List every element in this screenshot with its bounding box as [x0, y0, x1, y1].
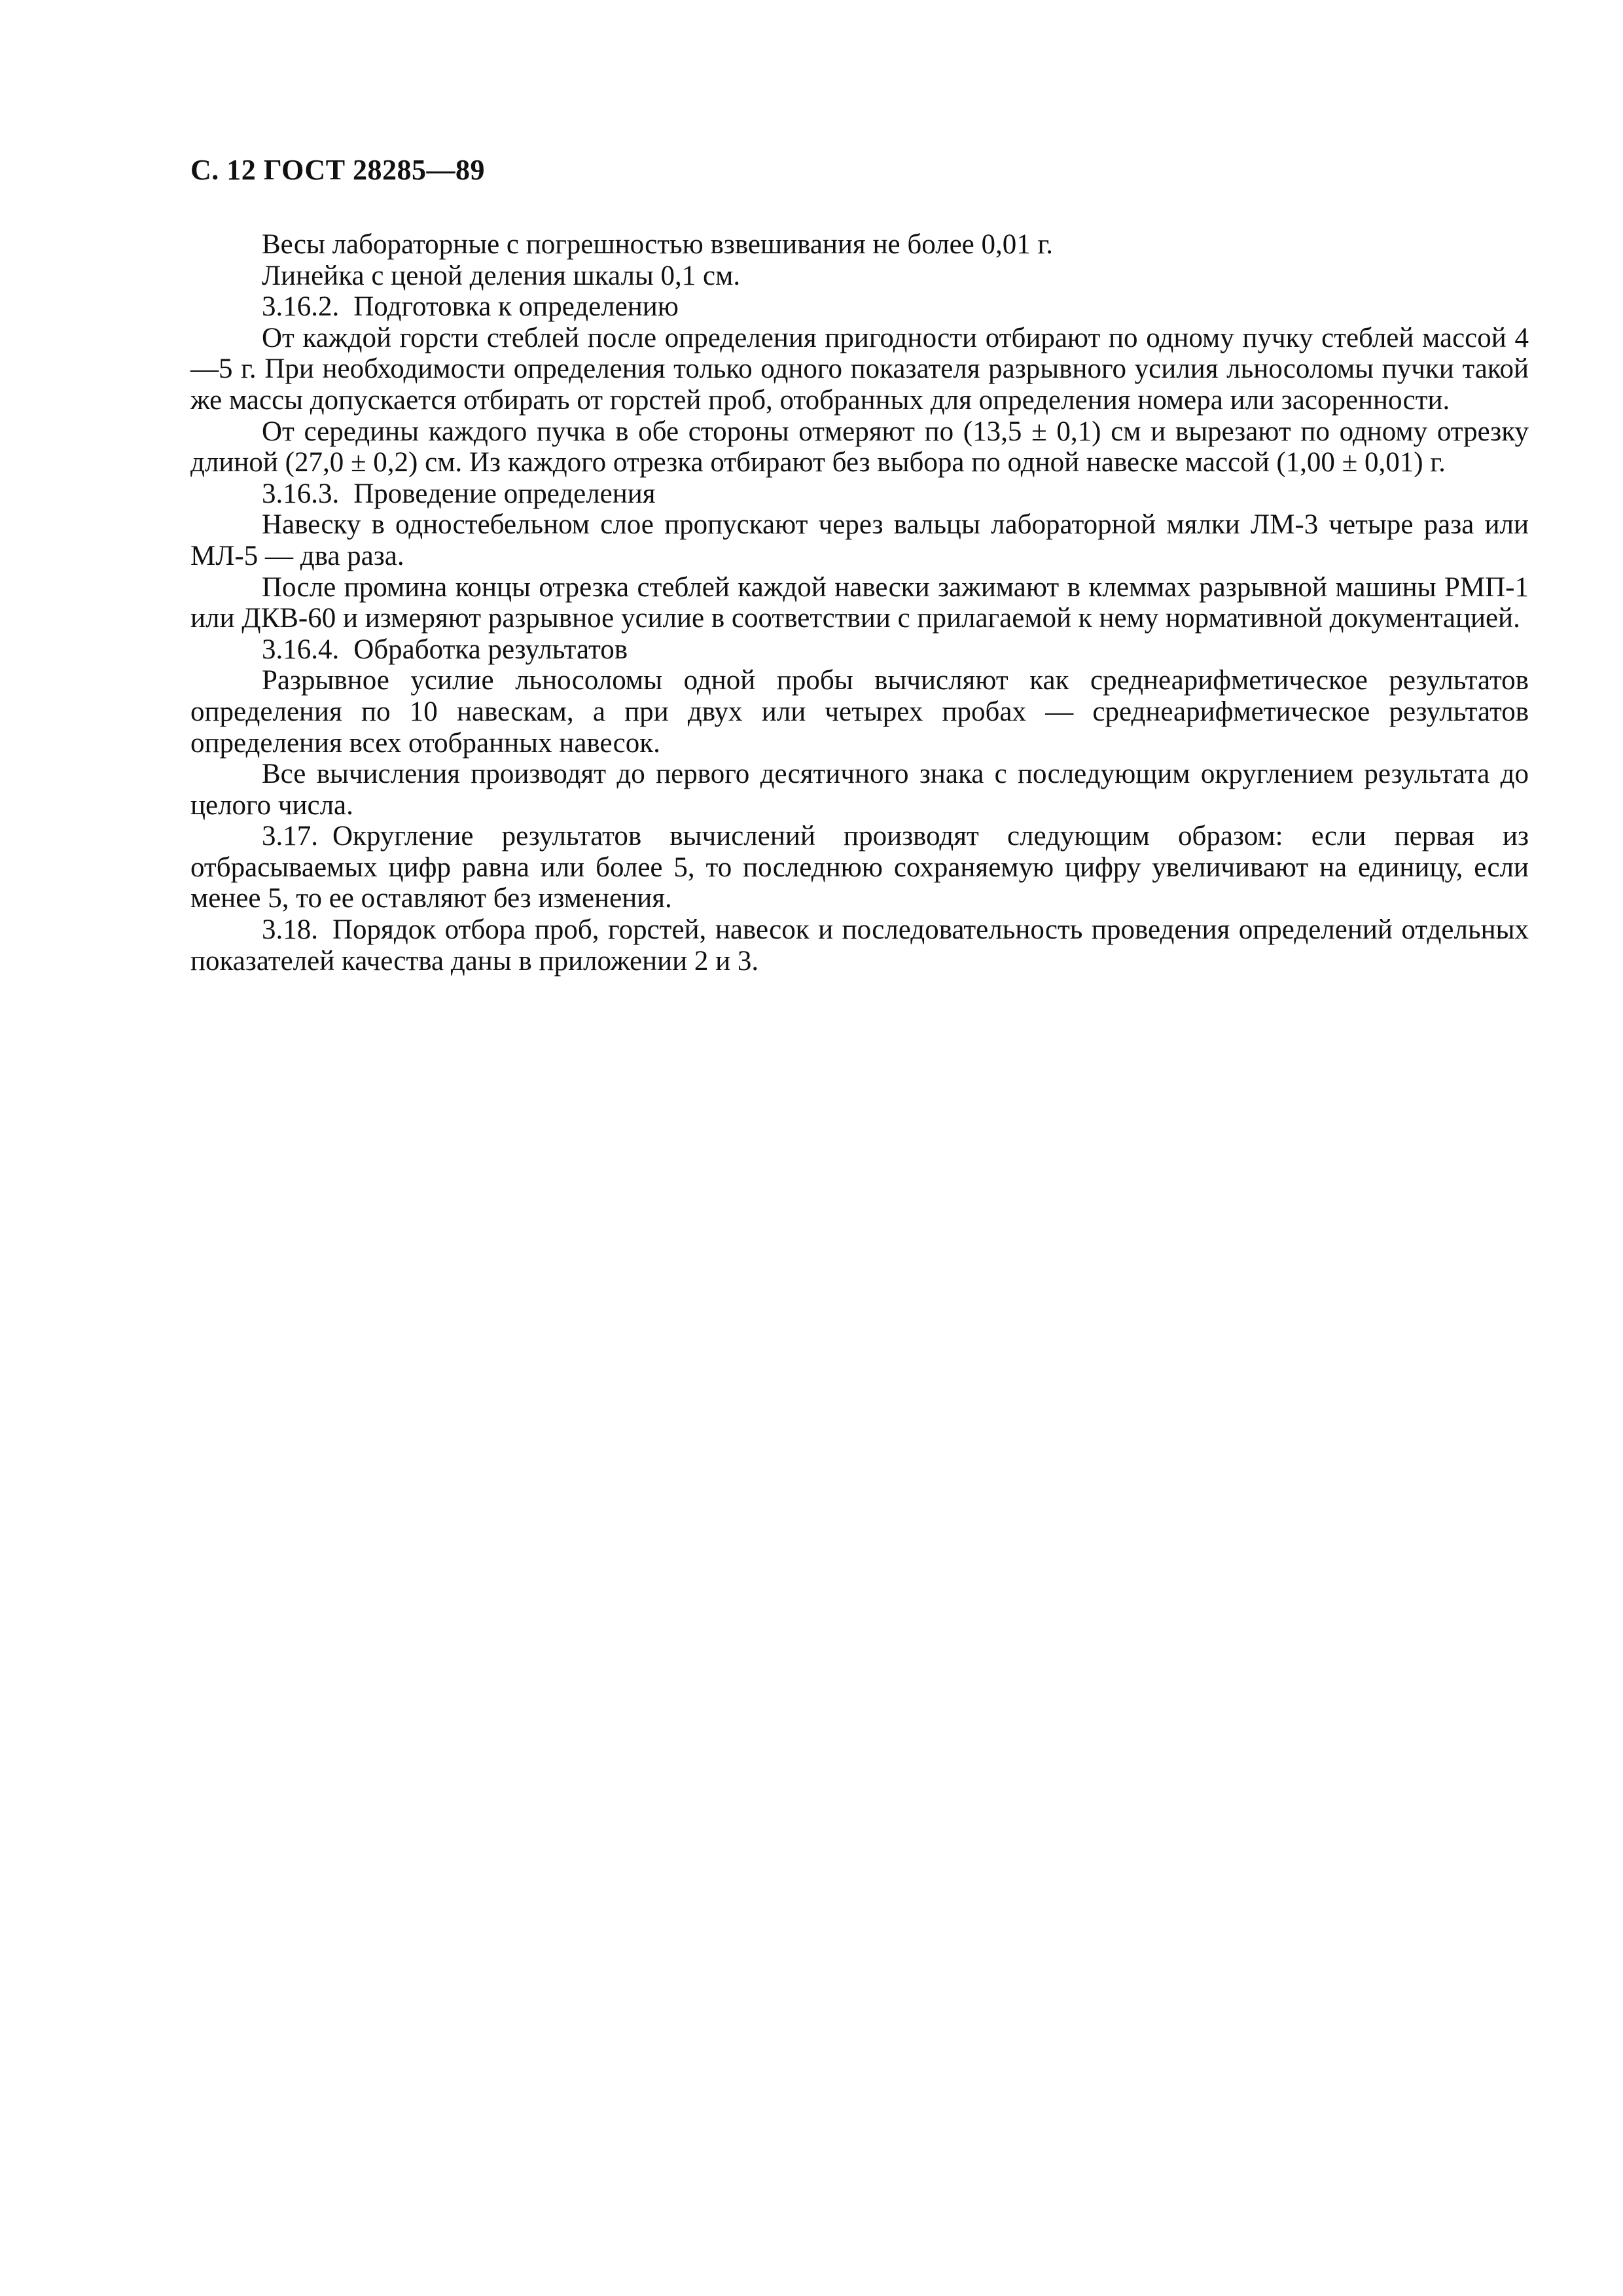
paragraph-procedure-2: После промина концы отрезка стеблей каждой навески зажимают в клеммах разрывной машины РМП-1 или ДКВ-60 и измеряют разрывное усилие в соответствии с прилагаемой к нему нормативной документацией. — [190, 571, 1529, 634]
paragraph-procedure-1: Навеску в одностебельном слое пропускают через вальцы лабораторной мялки ЛМ-3 четыре раза или МЛ-5 — два раза. — [190, 509, 1529, 571]
section-heading-3-16-4 — [190, 634, 1529, 666]
section-text: Порядок отбора проб, горстей, навесок и последовательность проведения определений отдельных показателей качества даны в приложении 2 и 3. — [190, 914, 1529, 977]
document-body — [190, 229, 1529, 977]
paragraph-3-17 — [190, 821, 1529, 914]
section-number: 3.16.2. — [262, 291, 340, 323]
paragraph-preparation-2: От середины каждого пучка в обе стороны отмеряют по (13,5 ± 0,1) см и вырезают по одному отрезку длиной (27,0 ± 0,2) см. Из каждого отрезка отбирают без выбора по одной навеске массой (1,00 ± 0,01) г. — [190, 416, 1529, 478]
section-title: Обработка результатов — [353, 634, 628, 665]
paragraph-3-18 — [190, 914, 1529, 977]
page-header: С. 12 ГОСТ 28285—89 — [190, 154, 486, 186]
section-title: Подготовка к определению — [353, 291, 679, 323]
section-number: 3.18. — [262, 914, 318, 946]
section-number: 3.16.4. — [262, 634, 340, 665]
section-number: 3.17. — [262, 821, 318, 852]
paragraph-ruler: Линейка с ценой деления шкалы 0,1 см. — [262, 260, 741, 291]
section-title: Проведение определения — [353, 478, 656, 509]
section-heading-3-16-3 — [190, 478, 1529, 510]
paragraph-scales: Весы лабораторные с погрешностью взвешивания не более 0,01 г. — [262, 229, 1054, 260]
section-text: Округление результатов вычислений производят следующим образом: если первая из отбрасываемых цифр равна или более 5, то последнюю сохраняемую цифру увеличивают на единицу, если менее 5, то ее оставляют без изменения. — [190, 821, 1529, 914]
section-heading-3-16-2 — [190, 291, 1529, 323]
paragraph-preparation-1: От каждой горсти стеблей после определения пригодности отбирают по одному пучку стеблей массой 4—5 г. При необходимости определения только одного показателя разрывного усилия льносоломы пучки такой же массы допускается отбирать от горстей проб, отобранных для определения номера или засоренности. — [190, 322, 1529, 416]
section-number: 3.16.3. — [262, 478, 340, 509]
paragraph-results-2: Все вычисления производят до первого десятичного знака с последующим округлением результата до целого числа. — [190, 759, 1529, 821]
paragraph-results-1: Разрывное усилие льносоломы одной пробы вычисляют как среднеарифметическое результатов определения по 10 навескам, а при двух или четырех пробах — среднеарифметическое результатов определения всех отобранных навесок. — [190, 665, 1529, 759]
